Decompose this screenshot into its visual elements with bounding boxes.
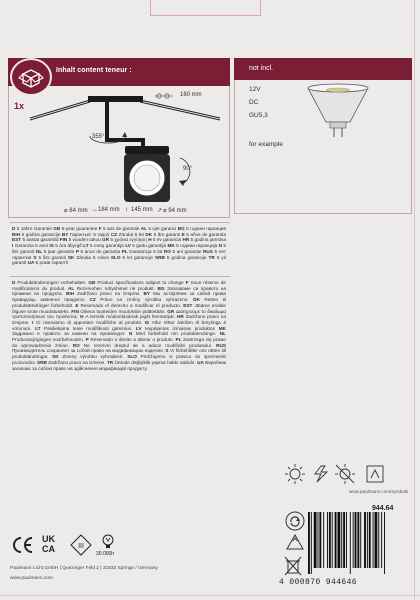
class-3-icon: [70, 534, 92, 561]
lang-code: AL: [67, 285, 77, 291]
lang-code: NL: [36, 248, 44, 254]
lang-code: E: [181, 231, 187, 237]
lang-code: SK: [52, 354, 63, 360]
lang-text: Pridržujemo si pravico do sprememb proizvodov.: [12, 354, 226, 365]
barcode-bar: [308, 512, 310, 574]
lang-text: Sous réserve de modifications du produit.: [12, 280, 226, 291]
lang-code: UA: [27, 260, 36, 266]
ukca-mark: [42, 534, 64, 556]
barcode-bar: [369, 512, 371, 568]
lang-code: N: [218, 243, 224, 249]
lang-text: Διατηρούμε το δικαίωμα τροποποιήσεων του προϊόντος.: [12, 308, 226, 320]
lang-text: 5 jaar garantie: [43, 248, 76, 254]
lang-text: 5 let garancije: [122, 254, 155, 260]
lang-text: Jätame endale õiguse toote muudatusteks.: [12, 302, 226, 314]
lang-text: A termék módosításának jogát fenntartjuk.: [85, 314, 177, 320]
lang-code: GR: [167, 308, 176, 314]
lang-code: D: [12, 280, 18, 285]
lang-text: Zadržano pravo na izmene.: [48, 359, 107, 365]
lang-code: FIN: [71, 308, 81, 314]
lang-code: LV: [125, 243, 133, 249]
lang-code: F: [98, 226, 103, 231]
divider-changes: [10, 276, 230, 277]
lang-code: SRB: [154, 254, 167, 260]
lang-text: 5 års garanti: [153, 231, 182, 237]
lang-text: 5 års garanti: [38, 254, 68, 260]
lang-text: 5-year guarantee: [61, 226, 99, 231]
lang-code: IS: [144, 319, 152, 325]
quantity-label: 1x: [14, 101, 25, 111]
lang-code: EST: [183, 302, 195, 308]
lang-code: H: [80, 314, 86, 320]
lang-code: I: [32, 319, 36, 325]
lang-text: Product specifications subject to change: [97, 280, 186, 285]
rotation-90-label: 90°: [183, 166, 193, 172]
lang-text: Zadržano pravo na izmjene.: [12, 314, 226, 325]
fold-line-right: [260, 0, 261, 16]
lang-code: P: [75, 248, 81, 254]
lang-code: LT: [83, 243, 90, 249]
lang-text: Garanzia 5 anni: [14, 243, 50, 249]
barcode-bar: [357, 512, 359, 568]
ce-mark-icon: [12, 536, 34, 559]
lang-text: Allur réttur áskilinn til breytinga á vörunum.: [12, 319, 227, 331]
recycle-triangle-icon: [284, 532, 306, 559]
lang-text: 5 godina garancije: [166, 254, 209, 260]
lang-code: P: [85, 337, 91, 343]
ukca-line1: UK: [42, 534, 55, 544]
lang-code: RO: [163, 248, 173, 254]
barcode-bar: [346, 512, 347, 568]
lang-code: EST: [12, 237, 23, 243]
barcode-bar: [332, 512, 333, 568]
lang-text: 5 años de garantía: [186, 231, 227, 237]
barcode-number: 4 000870 944646: [279, 578, 358, 587]
lang-code: MK: [167, 243, 177, 249]
voltage-label: 12V: [249, 86, 261, 93]
symbols-website: www.paulmann.com/symbols: [349, 489, 409, 494]
barcode-bar: [335, 512, 337, 568]
head-diameter-dimension: ⌀ 94 mm: [163, 208, 187, 214]
lang-code: BY: [143, 291, 153, 297]
lang-code: MK: [218, 325, 226, 331]
lang-text: Iespējamas izmaiņas produktos: [145, 325, 219, 331]
lang-text: 5 aastat garantiid: [22, 237, 60, 243]
lang-code: GB: [88, 280, 98, 285]
lang-text: 5 ani garanție: [172, 248, 203, 254]
lang-text: Productwijzigingen voorbehouden.: [12, 337, 86, 343]
lang-code: NL: [219, 331, 226, 337]
lang-text: 5 év garancia: [152, 237, 183, 243]
lang-code: BY: [61, 231, 70, 237]
lang-code: HR: [182, 237, 191, 243]
lang-text: Právo na změny výrobku vyhrazeno.: [100, 297, 194, 303]
guarantee-text: [12, 226, 226, 266]
lang-text: Produktänderungen vorbehalten.: [17, 280, 89, 285]
lang-code: H: [148, 237, 153, 243]
lang-text: Zadržano pravo na izmjene.: [77, 291, 144, 297]
depth-icon: ↕: [125, 207, 128, 213]
lang-text: 5 лет гарантии: [12, 248, 226, 260]
lang-code: DK: [145, 231, 154, 237]
lang-text: Vi förbehåller oss rätten till produktändringar.: [12, 348, 226, 360]
lang-code: I: [12, 243, 15, 249]
lang-text: Производитель сохраняет за собой право на модификацию изделия.: [12, 348, 166, 354]
lang-text: 5 vuoden takuu: [68, 237, 103, 243]
lang-text: Retten til produktændringer forbeholdt.: [12, 297, 226, 308]
barcode-bar: [341, 512, 342, 568]
depth-dimension: 145 mm: [131, 207, 153, 213]
lang-code: GR: [102, 237, 111, 243]
lang-code: UA: [197, 359, 206, 365]
lang-code: RUS: [216, 342, 226, 348]
lang-text: 5 ans de garantie: [102, 226, 141, 231]
barcode-bar: [353, 512, 354, 568]
lang-text: Záruka 5 let: [118, 231, 146, 237]
lang-text: 5 років гарантії: [35, 260, 69, 266]
lang-code: PL: [121, 248, 130, 254]
lang-code: IS: [49, 243, 56, 249]
barcode-bar: [323, 512, 324, 568]
diameter-dimension: ⌀ 84 mm: [64, 208, 88, 214]
fold-line-side: [414, 0, 415, 600]
barcode-bar: [329, 512, 331, 568]
lang-text: 5 години гаранција: [176, 243, 219, 249]
socket-label: GU5,3: [249, 112, 268, 119]
barcode-bar: [364, 512, 366, 568]
lang-code: D: [12, 226, 17, 231]
lang-text: Виробник залишає за собою право на здійснення модифікацій продукту.: [12, 359, 226, 371]
barcode-bar: [318, 512, 319, 568]
lang-text: Reservado el derecho a modificar el producto.: [80, 302, 184, 308]
lang-text: 5 χρόνια εγγύηση: [110, 237, 149, 243]
barcode-bar: [350, 512, 351, 574]
lang-text: Pasiliekama teisė modifikuoti gaminius.: [44, 325, 136, 331]
barcode-bar: [381, 512, 382, 568]
lang-code: LT: [35, 325, 45, 331]
lang-text: 5 години гаранция: [186, 226, 227, 231]
barcode-bar: [314, 512, 317, 568]
fold-line-top: [150, 15, 260, 16]
barcode-bar: [378, 512, 379, 568]
company-website: www.paulmann.com: [10, 576, 53, 581]
lang-code: LV: [135, 325, 146, 331]
lang-text: Med forbehold om produktendringe.: [135, 331, 220, 337]
lang-code: AL: [140, 226, 149, 231]
product-code: 944.64: [372, 505, 394, 512]
barcode-bar: [343, 512, 345, 568]
lang-text: Gwarancja 5 lat: [129, 248, 164, 254]
lang-code: SRB: [36, 359, 49, 365]
lang-text: Záruka 5 rokov: [76, 254, 111, 260]
lang-code: RUS: [203, 248, 215, 254]
lang-code: BIH: [65, 291, 78, 297]
lang-code: E: [75, 302, 81, 308]
barcode-bar: [327, 512, 328, 568]
lang-text: Zmeny výrobku vyhradené.: [62, 354, 128, 360]
current-label: DC: [249, 99, 259, 106]
height-dimension: 160 mm: [180, 92, 202, 98]
barcode-bar: [375, 512, 378, 568]
lang-code: BG: [177, 226, 187, 231]
lang-code: S: [165, 348, 171, 354]
head-diameter-icon: ↗: [157, 208, 163, 214]
width-icon: ↔: [92, 207, 98, 213]
lang-code: PL: [175, 337, 184, 343]
lang-text: Гарантыя: 5 гадоў: [69, 231, 111, 237]
lang-text: 5 anos de garantia: [80, 248, 122, 254]
lang-text: 5 Jahre Garantie: [16, 226, 54, 231]
lang-code: S: [33, 254, 39, 260]
lang-text: Задржано е правото за измени на производот.: [12, 331, 129, 337]
barcode-bar: [373, 512, 374, 568]
lang-text: Мы астаўляем за сабой права правадзіць змяненні прадукта.: [12, 291, 226, 303]
rotation-355-label: 355°: [92, 134, 105, 140]
track-spot-drawing: [30, 86, 230, 216]
lang-code: GB: [53, 226, 62, 231]
lang-text: Rezervohen ndryshimet në produkt.: [76, 285, 158, 291]
lang-code: SLO: [110, 254, 123, 260]
divider-guarantee: [10, 222, 230, 223]
lang-code: CZ: [89, 297, 101, 303]
barcode-bar: [367, 512, 368, 568]
barcode-bar: [311, 512, 312, 574]
lang-code: RO: [72, 342, 84, 348]
usage-symbols: [285, 462, 405, 491]
lang-code: SK: [67, 254, 77, 260]
lang-code: F: [185, 280, 191, 285]
lang-text: Ne rezervm dreptul de a aduce modificări produsului.: [83, 342, 217, 348]
lang-text: 5 godina jamstva: [190, 237, 226, 243]
fold-line-left: [150, 0, 151, 16]
barcode-bar: [384, 512, 385, 574]
lang-text: Oikeus tuotteiden muutoksiin pidätetään.: [80, 308, 168, 314]
lang-text: 5 ára ábyrgð: [55, 243, 84, 249]
lang-text: Zastrzega się prawo do wprowadzenia zmian.: [12, 337, 226, 348]
lang-code: BIH: [12, 231, 22, 237]
lang-text: Ci riserviamo di apportare modifiche al prodotti.: [36, 319, 145, 325]
gu53-lamp-drawing: [300, 82, 380, 140]
lang-text: Üründe değişiklik yapma hakkı saklıdır.: [114, 359, 198, 365]
lang-text: 5 yıl garanti: [12, 254, 226, 266]
not-included-title: not incl.: [249, 65, 274, 72]
lang-code: TR: [106, 359, 115, 365]
lang-text: 5 gadu garantija: [132, 243, 168, 249]
lang-text: Reservado o direito a alterar o produto.: [90, 337, 176, 343]
lang-code: TR: [208, 254, 217, 260]
ukca-line2: CA: [42, 544, 55, 554]
product-changes-text: [12, 280, 226, 371]
lang-code: N: [128, 331, 136, 337]
barcode-bar: [319, 512, 321, 568]
company-address: Paulmann Licht GmbH | Quezinger Feld 2 | 31832 Springe / Germany: [10, 566, 158, 571]
lang-code: FIN: [59, 237, 69, 243]
lang-code: SLO: [127, 354, 141, 360]
lang-code: DK: [193, 297, 205, 303]
lang-text: Запазваме си правото на промени на продукта.: [12, 285, 226, 297]
barcode-bar: [360, 512, 361, 568]
fold-line-bottom: [0, 595, 420, 596]
lang-text: 5 vjet garanci: [148, 226, 178, 231]
lang-code: BG: [157, 285, 168, 291]
svg-text:III: III: [78, 543, 84, 550]
ean-barcode: [306, 512, 410, 578]
lang-text: 5 års garanti: [12, 243, 227, 254]
lang-text: 5 godina garancije: [21, 231, 62, 237]
lang-code: HR: [176, 314, 186, 320]
contents-title: Inhalt content teneur :: [56, 67, 132, 74]
barcode-bar: [355, 512, 357, 568]
lang-code: CZ: [110, 231, 119, 237]
width-dimension: 184 mm: [98, 207, 120, 213]
lang-text: 5 metų garantija: [89, 243, 126, 249]
lifetime-label: 30.000h: [96, 551, 115, 557]
example-note: for example: [249, 141, 283, 148]
barcode-bar: [337, 512, 340, 568]
